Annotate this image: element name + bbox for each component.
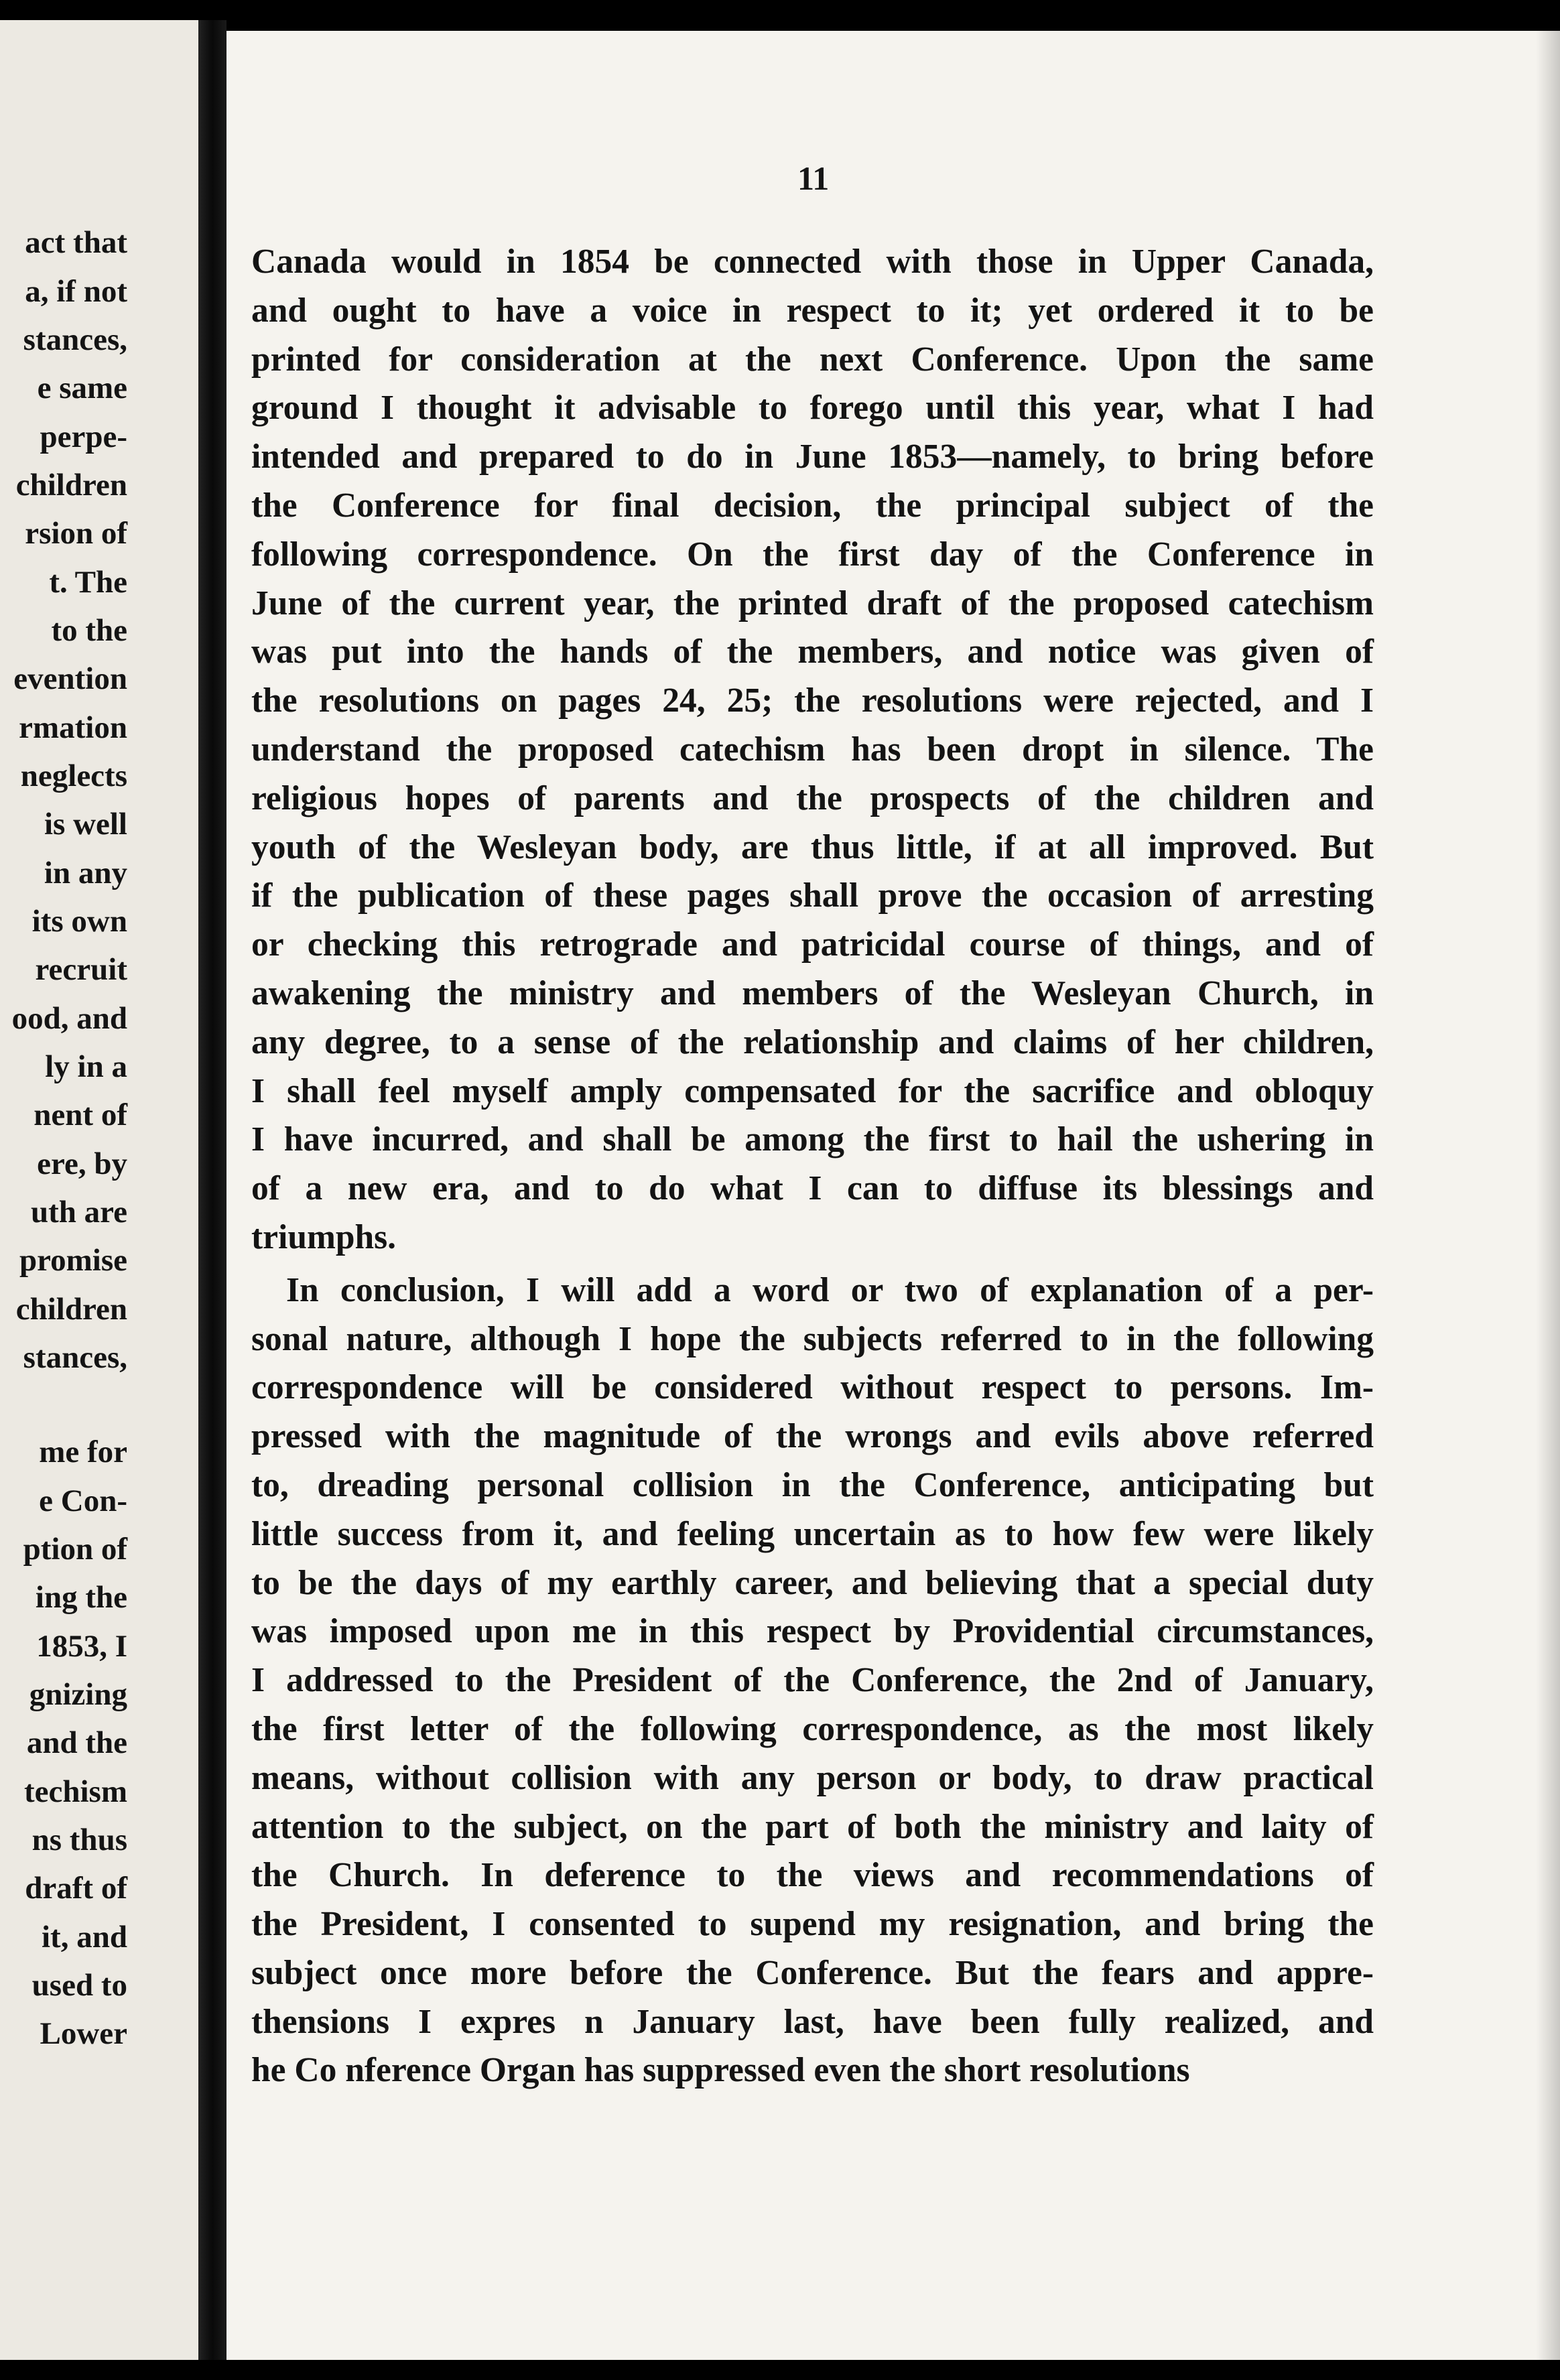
facing-page-text-fragment: rmation xyxy=(19,710,127,745)
text-line: June of the current year, the printed draft of the proposed catechism xyxy=(251,584,1374,622)
facing-page-text-fragment: rsion of xyxy=(25,516,127,551)
facing-page-text-fragment: to the xyxy=(51,613,127,648)
text-line: pressed with the magnitude of the wrongs and evils above referred xyxy=(251,1417,1374,1456)
text-line: of a new era, and to do what I can to diffuse its blessings and xyxy=(251,1169,1374,1208)
facing-page-text-fragment: ing the xyxy=(35,1580,127,1615)
text-line: he Co nference Organ has suppressed even the short resolutions xyxy=(251,2051,1190,2090)
text-line: awakening the ministry and members of the Wesleyan Church, in xyxy=(251,974,1374,1012)
text-line: intended and prepared to do in June 1853—namely, to bring before xyxy=(251,438,1374,476)
facing-page-text-fragment: used to xyxy=(31,1968,127,2003)
facing-page-text-fragment: gnizing xyxy=(29,1677,127,1712)
text-line: sonal nature, although I hope the subjects referred to in the following xyxy=(251,1319,1374,1358)
facing-page-text-fragment: it, and xyxy=(42,1920,127,1955)
facing-page-text-fragment: t. The xyxy=(49,565,127,600)
text-line: thensions I expres n January last, have been fully realized, and xyxy=(251,2002,1374,2041)
text-line: attention to the subject, on the part of both the ministry and laity of xyxy=(251,1807,1374,1846)
facing-page-text-fragment: ood, and xyxy=(11,1001,127,1036)
facing-page-text-fragment: in any xyxy=(44,856,127,890)
text-line: understand the proposed catechism has been dropt in silence. The xyxy=(251,730,1374,769)
facing-page-text-fragment: ly in a xyxy=(45,1049,127,1084)
text-line: In conclusion, I will add a word or two of explanation of a per- xyxy=(286,1270,1374,1309)
text-line: I addressed to the President of the Conference, the 2nd of January, xyxy=(251,1661,1374,1700)
facing-page-text-fragment: and the xyxy=(26,1725,127,1760)
facing-page-text-fragment: e same xyxy=(37,371,127,405)
text-line: and ought to have a voice in respect to it; yet ordered it to be xyxy=(251,291,1374,330)
paragraph xyxy=(251,238,1374,1262)
page-number: 11 xyxy=(797,159,830,197)
text-line: to be the days of my earthly career, and believing that a special duty xyxy=(251,1563,1374,1602)
facing-page-text-fragment: recruit xyxy=(35,952,127,987)
facing-page-text-fragment: stances, xyxy=(23,1340,127,1375)
text-line: triumphs. xyxy=(251,1217,397,1256)
text-line: little success from it, and feeling uncertain as to how few were likely xyxy=(251,1514,1374,1553)
text-line: any degree, to a sense of the relationship and claims of her children, xyxy=(251,1022,1374,1061)
text-line: I have incurred, and shall be among the first to hail the ushering in xyxy=(251,1120,1374,1159)
text-line: was imposed upon me in this respect by Providential circumstances, xyxy=(251,1612,1374,1651)
text-line: ground I thought it advisable to forego until this year, what I had xyxy=(251,389,1374,427)
text-line: means, without collision with any person or body, to draw practical xyxy=(251,1758,1374,1797)
text-line: youth of the Wesleyan body, are thus little, if at all improved. But xyxy=(251,828,1374,866)
facing-page-text-fragment: a, if not xyxy=(25,274,127,309)
facing-page-text-fragment: act that xyxy=(25,225,127,260)
text-line: Canada would in 1854 be connected with those in Upper Canada, xyxy=(251,243,1374,281)
facing-page-text-fragment: e Con- xyxy=(39,1483,127,1518)
scan-border-bottom xyxy=(0,2360,1560,2380)
body-text xyxy=(251,238,1374,2095)
facing-page-text-fragment: stances, xyxy=(23,322,127,357)
facing-page-text-fragment: Lower xyxy=(40,2016,127,2051)
facing-page-text-fragment: draft of xyxy=(25,1871,127,1906)
facing-page-text-fragment: its own xyxy=(31,904,127,939)
text-line: to, dreading personal collision in the Conference, anticipating but xyxy=(251,1465,1374,1504)
facing-page-text-fragment: children xyxy=(15,1292,127,1327)
facing-page-text-fragment: ere, by xyxy=(37,1146,127,1181)
text-line: the resolutions on pages 24, 25; the resolutions were rejected, and I xyxy=(251,681,1374,720)
text-line: subject once more before the Conference. But the fears and appre- xyxy=(251,1953,1374,1992)
facing-page-text-fragment: promise xyxy=(19,1243,127,1278)
text-line: was put into the hands of the members, and notice was given of xyxy=(251,633,1374,671)
scan-border-top xyxy=(0,0,1560,32)
text-line: religious hopes of parents and the prospects of the children and xyxy=(251,779,1374,817)
text-line: correspondence will be considered without respect to persons. Im- xyxy=(251,1368,1374,1407)
text-line: the Conference for final decision, the principal subject of the xyxy=(251,486,1374,525)
text-line: I shall feel myself amply compensated for the sacrifice and obloquy xyxy=(251,1071,1374,1110)
text-line: if the publication of these pages shall prove the occasion of arresting xyxy=(251,876,1374,915)
facing-page-text-fragment: ns thus xyxy=(31,1823,127,1857)
facing-page-text-fragment: nent of xyxy=(34,1098,127,1132)
facing-page-text-fragment: evention xyxy=(13,661,127,696)
facing-page-text-fragment: 1853, I xyxy=(36,1629,127,1664)
facing-page-text-fragment: neglects xyxy=(20,758,127,793)
facing-page-edge xyxy=(0,20,198,2360)
facing-page-text-fragment: me for xyxy=(39,1435,127,1469)
facing-page-text-fragment: children xyxy=(15,468,127,503)
text-line: following correspondence. On the first day of the Conference in xyxy=(251,535,1374,574)
text-line: the President, I consented to supend my resignation, and bring the xyxy=(251,1905,1374,1944)
text-line: the first letter of the following correspondence, as the most likely xyxy=(251,1709,1374,1748)
facing-page-text-fragment: techism xyxy=(23,1774,127,1809)
facing-page-text-fragment: perpe- xyxy=(40,419,127,454)
book-gutter xyxy=(198,20,226,2360)
facing-page-text-fragment: is well xyxy=(44,807,127,842)
text-line: the Church. In deference to the views and recommendations of xyxy=(251,1856,1374,1895)
text-line: printed for consideration at the next Conference. Upon the same xyxy=(251,340,1374,379)
text-line: or checking this retrograde and patricidal course of things, and of xyxy=(251,925,1374,964)
facing-page-text-fragment: ption of xyxy=(23,1532,127,1567)
paragraph xyxy=(251,1266,1374,2096)
facing-page-text-fragment: uth are xyxy=(30,1195,127,1230)
